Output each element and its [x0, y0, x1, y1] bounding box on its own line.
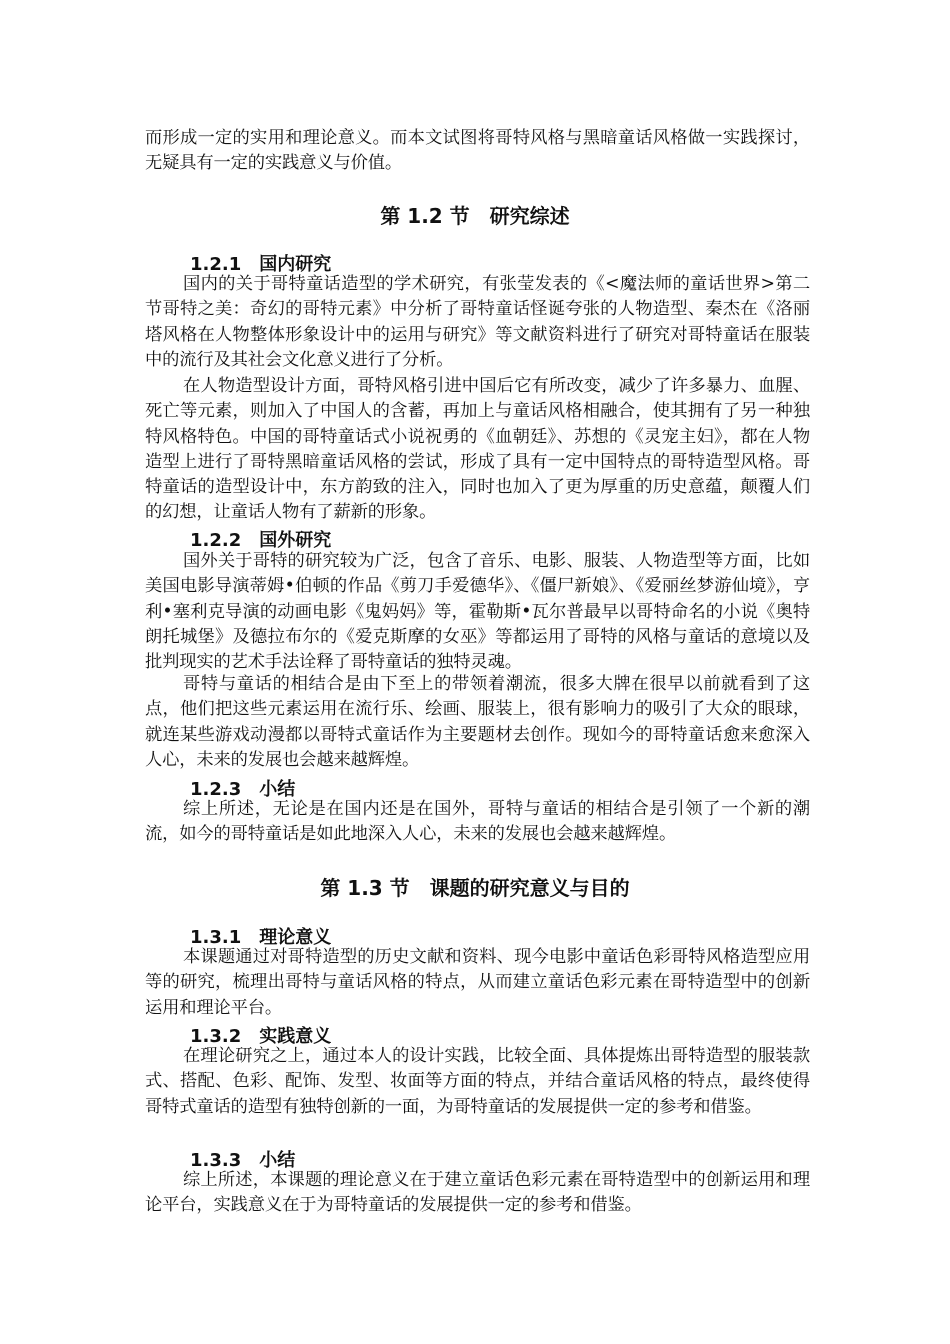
heading-1-2-1: 1.2.1 国内研究 [190, 254, 332, 275]
paragraph-1-2-2-b: 哥特与童话的相结合是由下至上的带领着潮流，很多大牌在很早以前就看到了这点，他们把这些元素运用在流行乐、绘画、服装上，很有影响力的吸引了大众的眼球，就连某些游戏动漫都以哥特式童话作为主要题材去创作。现如今的哥特童话愈来愈深入人心，未来的发展也会越来越辉煌。 [145, 674, 810, 770]
paragraph-1-2-2-a: 国外关于哥特的研究较为广泛，包含了音乐、电影、服装、人物造型等方面，比如美国电影导演蒂姆•伯顿的作品《剪刀手爱德华》、《僵尸新娘》、《爱丽丝梦游仙境》，亨利•塞利克导演的动画电影《鬼妈妈》等，霍勒斯•瓦尔普最早以哥特命名的小说《奥特朗托城堡》及德拉布尔的《爱克斯摩的女巫》等都运用了哥特的风格与童话的意境以及批判现实的艺术手法诠释了哥特童话的独特灵魂。 [145, 551, 810, 673]
paragraph-1-2-1-a: 国内的关于哥特童话造型的学术研究，有张莹发表的《<魔法师的童话世界>第二节哥特之美：奇幻的哥特元素》中分析了哥特童话怪诞夸张的人物造型、秦杰在《洛丽塔风格在人物整体形象设计中的运用与研究》等文献资料进行了研究对哥特童话在服装中的流行及其社会文化意义进行了分析。 [145, 274, 810, 370]
heading-1-3-1: 1.3.1 理论意义 [190, 927, 332, 948]
heading-1-3-3: 1.3.3 小结 [190, 1150, 296, 1171]
heading-1-3-2: 1.3.2 实践意义 [190, 1026, 332, 1047]
section-1-2-title: 第 1.2 节 研究综述 [380, 204, 570, 228]
paragraph-1-2-3: 综上所述，无论是在国内还是在国外，哥特与童话的相结合是引领了一个新的潮流，如今的哥特童话是如此地深入人心，未来的发展也会越来越辉煌。 [145, 799, 810, 845]
paragraph-1-3-3: 综上所述，本课题的理论意义在于建立童话色彩元素在哥特造型中的创新运用和理论平台，实践意义在于为哥特童话的发展提供一定的参考和借鉴。 [145, 1170, 810, 1216]
heading-1-2-2: 1.2.2 国外研究 [190, 530, 332, 551]
paragraph-1-3-2: 在理论研究之上，通过本人的设计实践，比较全面、具体提炼出哥特造型的服装款式、搭配、色彩、配饰、发型、妆面等方面的特点，并结合童话风格的特点，最终使得哥特式童话的造型有独特创新的一面，为哥特童话的发展提供一定的参考和借鉴。 [145, 1046, 810, 1117]
section-1-3-title: 第 1.3 节 课题的研究意义与目的 [320, 876, 630, 900]
paragraph-1-2-1-b: 在人物造型设计方面，哥特风格引进中国后它有所改变，减少了许多暴力、血腥、死亡等元素，则加入了中国人的含蓄，再加上与童话风格相融合，使其拥有了另一种独特风格特色。中国的哥特童话式小说祝勇的《血朝廷》、苏想的《灵宠主妇》，都在人物造型上进行了哥特黑暗童话风格的尝试，形成了具有一定中国特点的哥特造型风格。哥特童话的造型设计中，东方韵致的注入，同时也加入了更为厚重的历史意蕴，颠覆人们的幻想，让童话人物有了薪新的形象。 [145, 376, 810, 523]
heading-1-2-3: 1.2.3 小结 [190, 779, 296, 800]
paragraph-1-3-1: 本课题通过对哥特造型的历史文献和资料、现今电影中童话色彩哥特风格造型应用等的研究，梳理出哥特与童话风格的特点，从而建立童话色彩元素在哥特造型中的创新运用和理论平台。 [145, 947, 810, 1018]
intro-paragraph: 而形成一定的实用和理论意义。而本文试图将哥特风格与黑暗童话风格做一实践探讨，无疑具有一定的实践意义与价值。 [145, 128, 810, 174]
